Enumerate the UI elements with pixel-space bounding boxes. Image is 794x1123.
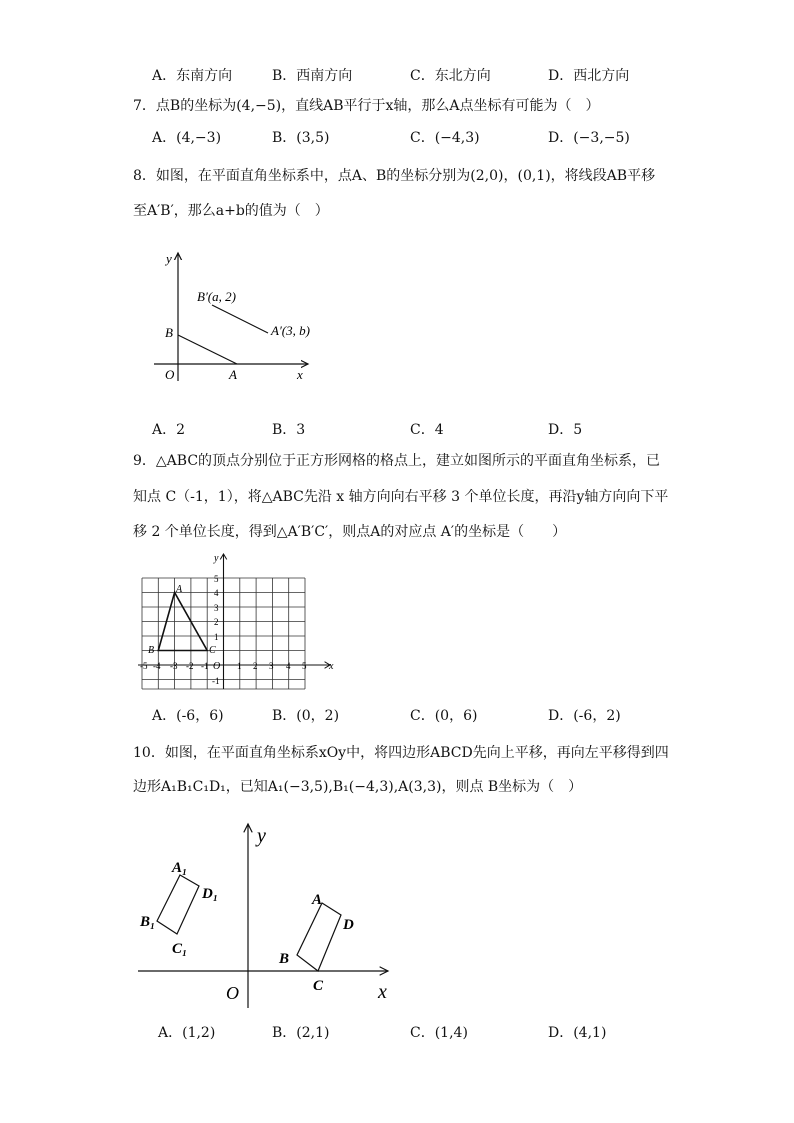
- q9-y-tick: 4: [214, 588, 219, 598]
- q6-option-d: D．西北方向: [548, 68, 630, 84]
- q10-quadrilateral-abcd: [297, 903, 341, 971]
- q8-option-c: C．4: [410, 422, 444, 438]
- q8-label-b-prime: B′(a, 2): [197, 289, 236, 304]
- q9-x-tick: 1: [237, 661, 242, 671]
- q10-label-c: C: [313, 978, 324, 994]
- q10-label-a: A: [312, 892, 323, 908]
- q9-y-tick: 5: [214, 574, 219, 584]
- q7-option-c: C．(−4,3): [410, 130, 480, 146]
- q9-label-b: B: [148, 645, 155, 656]
- q9-y-tick: 3: [214, 603, 219, 613]
- q7-option-d: D．(−3,−5): [548, 130, 630, 146]
- q9-y-tick: -1: [212, 676, 220, 686]
- q9-stem-line2: 知点 C（-1，1），将△ABC先沿 x 轴方向向右平移 3 个单位长度，再沿y轴方向向下平: [133, 489, 669, 505]
- q8-stem-line1: 8．如图，在平面直角坐标系中，点A、B的坐标分别为(2,0)，(0,1)，将线段AB平移: [133, 168, 656, 184]
- q9-label-c: C: [209, 645, 216, 656]
- q10-stem-line1: 10．如图，在平面直角坐标系xOy中，将四边形ABCD先向上平移，再向左平移得到四: [133, 745, 669, 761]
- q7-stem: 7．点B的坐标为(4,−5)，直线AB平行于x轴，那么A点坐标有可能为（ ）: [133, 98, 600, 114]
- q10-quadrilateral-a1b1c1d1: [157, 875, 199, 934]
- q9-figure: [134, 548, 344, 693]
- q8-y-label: y: [166, 251, 172, 266]
- q10-label-c1: C₁: [172, 941, 188, 957]
- q10-option-d: D．(4,1): [548, 1025, 607, 1041]
- q8-segment-a-prime-b-prime: [212, 305, 268, 333]
- q10-y-label: y: [257, 825, 266, 847]
- q9-x-tick: -2: [186, 661, 194, 671]
- q10-origin-label: O: [226, 983, 239, 1003]
- q6-option-a: A．东南方向: [152, 68, 233, 84]
- q10-label-b1: B₁: [140, 914, 156, 930]
- q10-x-label: x: [378, 981, 387, 1003]
- q8-option-d: D．5: [548, 422, 583, 438]
- q6-option-c: C．东北方向: [410, 68, 491, 84]
- q9-x-tick: -3: [170, 661, 178, 671]
- q8-label-b: B: [165, 325, 173, 340]
- q9-x-tick: -1: [201, 661, 209, 671]
- q9-x-tick: 3: [269, 661, 274, 671]
- q8-origin-label: O: [165, 367, 175, 382]
- q10-option-a: A．(1,2): [158, 1025, 216, 1041]
- q9-origin-label: O: [213, 661, 221, 672]
- q9-y-label: y: [214, 553, 219, 564]
- q9-x-tick: 2: [253, 661, 258, 671]
- q10-label-d1: D₁: [202, 886, 219, 902]
- q10-option-b: B．(2,1): [272, 1025, 330, 1041]
- q10-label-a1: A₁: [172, 860, 188, 876]
- q9-option-c: C．(0，6): [410, 708, 478, 724]
- q9-x-tick: 5: [302, 661, 307, 671]
- q10-label-b: B: [279, 951, 290, 967]
- q9-x-tick: -4: [153, 661, 161, 671]
- q9-x-tick: 4: [286, 661, 291, 671]
- q8-figure: [140, 245, 330, 390]
- q9-x-label: x: [329, 661, 334, 672]
- q7-option-b: B．(3,5): [272, 130, 330, 146]
- q9-option-a: A．(-6，6): [152, 708, 224, 724]
- q10-option-c: C．(1,4): [410, 1025, 468, 1041]
- q9-label-a: A: [176, 584, 183, 595]
- q8-option-a: A．2: [152, 422, 186, 438]
- q7-option-a: A．(4,−3): [152, 130, 222, 146]
- q8-stem-line2: 至A′B′，那么a+b的值为（ ）: [133, 203, 329, 219]
- q9-stem-line3: 移 2 个单位长度，得到△A′B′C′，则点A的对应点 A′的坐标是（ ）: [133, 524, 567, 540]
- q9-option-d: D．(-6，2): [548, 708, 621, 724]
- q8-label-a-prime: A′(3, b): [271, 323, 310, 338]
- q10-figure: [132, 818, 402, 1013]
- q8-label-a: A: [229, 367, 237, 382]
- q10-label-d: D: [343, 917, 354, 933]
- q9-y-tick: 1: [214, 632, 219, 642]
- q9-x-tick: -5: [140, 661, 148, 671]
- q8-option-b: B．3: [272, 422, 306, 438]
- q9-y-tick: 2: [214, 617, 219, 627]
- q9-stem-line1: 9．△ABC的顶点分别位于正方形网格的格点上，建立如图所示的平面直角坐标系，已: [133, 453, 661, 469]
- q8-x-label: x: [297, 367, 303, 382]
- q9-option-b: B．(0，2): [272, 708, 340, 724]
- q10-stem-line2: 边形A₁B₁C₁D₁，已知A₁(−3,5),B₁(−4,3),A(3,3)，则点 B坐标为（ ）: [133, 779, 583, 795]
- q8-segment-ab: [178, 335, 237, 364]
- q6-option-b: B．西南方向: [272, 68, 353, 84]
